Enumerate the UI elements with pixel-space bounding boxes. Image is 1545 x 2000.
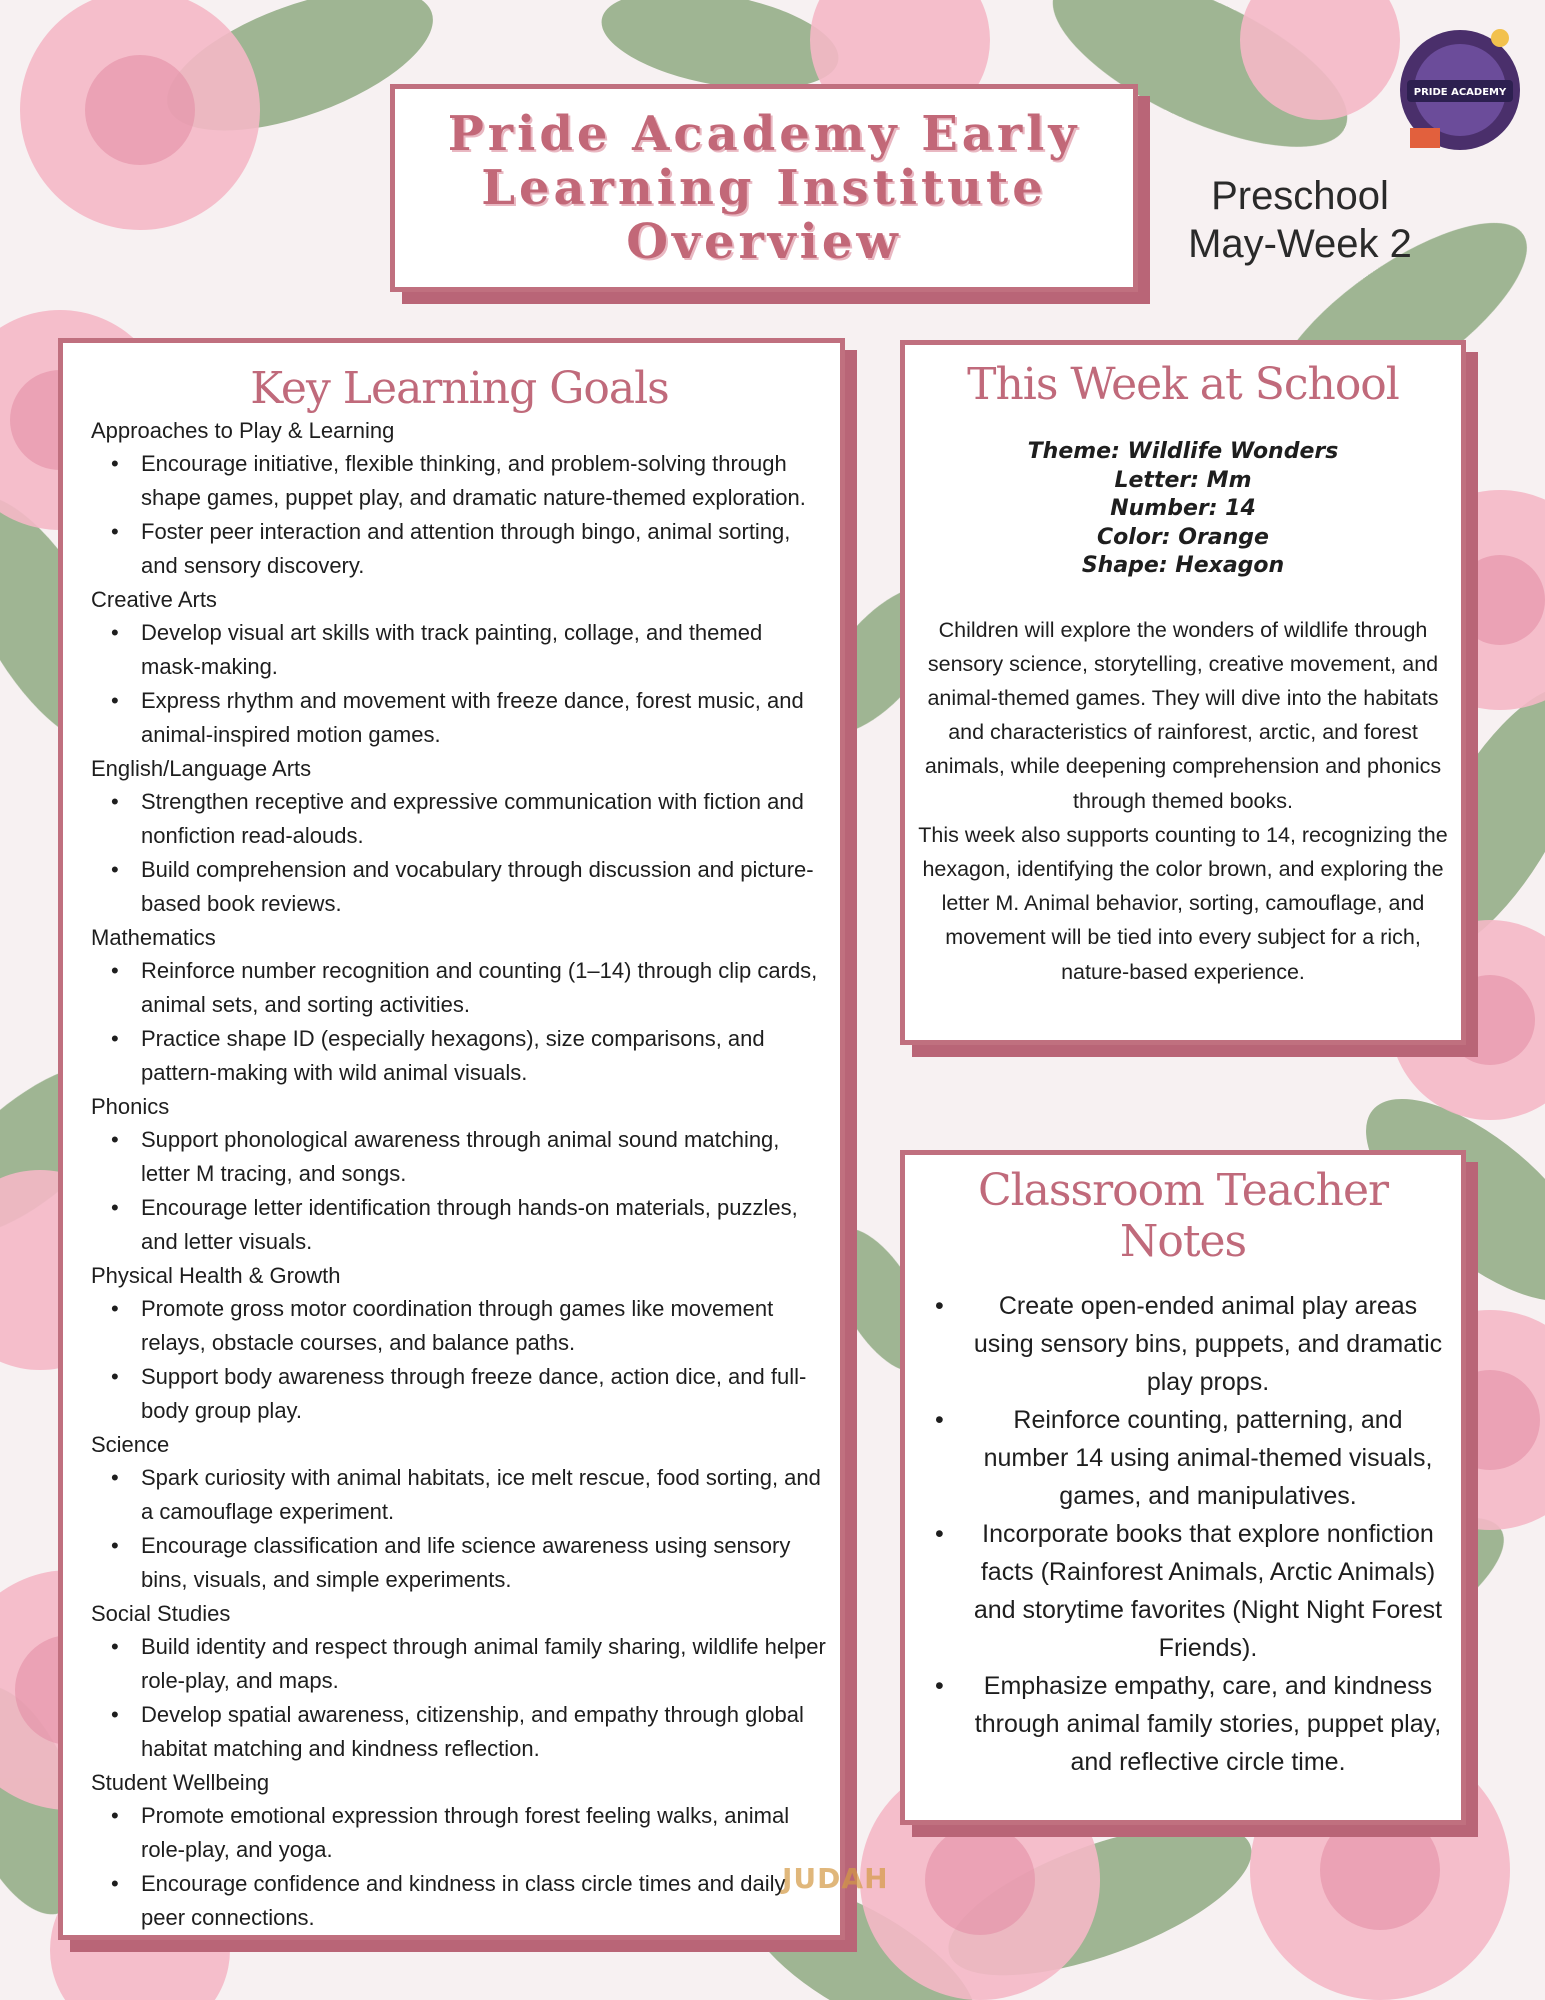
theme-fact: Theme: Wildlife Wonders [1027,439,1339,464]
weekly-facts [915,438,1451,581]
goal-item: • Build comprehension and vocabulary through discussion and picture-based book reviews. [141,853,828,921]
goal-item: • Encourage letter identification through hands-on materials, puzzles, and letter visuals. [141,1191,828,1259]
goal-item: • Strengthen receptive and expressive communication with fiction and nonfiction read-alouds. [141,785,828,853]
program-label: Preschool [1211,174,1389,218]
pride-academy-logo [1385,18,1535,158]
goal-items [91,616,828,752]
goal-items [91,1799,828,1935]
goal-item: • Develop visual art skills with track painting, collage, and themed mask-making. [141,616,828,684]
goal-item: • Support body awareness through freeze dance, action dice, and full-body group play. [141,1360,828,1428]
week-label: May-Week 2 [1188,222,1412,266]
watermark-logo: JUDAH [782,1862,889,1895]
teacher-notes-card [900,1150,1466,1825]
goal-category: Creative Arts [91,587,217,612]
number-fact: Number: 14 [1110,496,1256,521]
goal-item: • Express rhythm and movement with freeze dance, forest music, and animal-inspired motion games. [141,684,828,752]
teacher-note: • Create open-ended animal play areas using sensory bins, puppets, and dramatic play props. [923,1287,1443,1401]
goal-item: • Promote emotional expression through forest feeling walks, animal role-play, and yoga. [141,1799,828,1867]
goal-item: • Encourage classification and life science awareness using sensory bins, visuals, and simple experiments. [141,1529,828,1597]
shape-fact: Shape: Hexagon [1081,553,1285,578]
teacher-notes-list [923,1287,1443,1781]
goal-category: Mathematics [91,925,216,950]
page-title [448,107,1081,269]
teacher-note: • Emphasize empathy, care, and kindness through animal family stories, puppet play, and reflective circle time. [923,1667,1443,1781]
goal-category: Physical Health & Growth [91,1263,341,1288]
goal-item: • Spark curiosity with animal habitats, ice melt rescue, food sorting, and a camouflage experiment. [141,1461,828,1529]
teacher-note: • Reinforce counting, patterning, and number 14 using animal-themed visuals, games, and manipulatives. [923,1401,1443,1515]
ctn-heading: Classroom Teacher Notes [977,1165,1389,1267]
teacher-note: • Incorporate books that explore nonfiction facts (Rainforest Animals, Arctic Animals) and storytime favorites (Night Night Forest Friends). [923,1515,1443,1667]
goal-items [91,1123,828,1259]
program-info [1160,172,1440,268]
goal-category: Phonics [91,1094,170,1119]
goal-category: Approaches to Play & Learning [91,418,395,443]
goal-items [91,954,828,1090]
goal-item: • Foster peer interaction and attention through bingo, animal sorting, and sensory discovery. [141,515,828,583]
goal-category: English/Language Arts [91,756,312,781]
goal-items [91,447,828,583]
goal-category: Science [91,1432,170,1457]
title-card [390,84,1138,292]
goal-item: • Build identity and respect through animal family sharing, wildlife helper role-play, and maps. [141,1630,828,1698]
goal-item: • Promote gross motor coordination through games like movement relays, obstacle courses, and balance paths. [141,1292,828,1360]
goal-items [91,785,828,921]
goal-item: • Practice shape ID (especially hexagons), size comparisons, and pattern-making with wild animal visuals. [141,1022,828,1090]
goal-item: • Support phonological awareness through animal sound matching, letter M tracing, and songs. [141,1123,828,1191]
goal-item: • Develop spatial awareness, citizenship, and empathy through global habitat matching and kindness reflection. [141,1698,828,1766]
title-line-2: Learning Institute [481,160,1047,216]
week-description-2: This week also supports counting to 14, recognizing the hexagon, identifying the color brown, and exploring the letter M. Animal behavior, sorting, camouflage, and movement will be tied into every subject for a rich, nature-based experience. [918,822,1448,984]
title-line-3: Overview [626,214,902,270]
goal-category: Student Wellbeing [91,1770,270,1795]
goal-item: • Encourage confidence and kindness in class circle times and daily peer connections. [141,1867,828,1935]
week-description-1: Children will explore the wonders of wildlife through sensory science, storytelling, creative movement, and animal-themed games. They will dive into the habitats and characteristics of rainforest, arctic, and forest animals, while deepening comprehension and phonics through themed books. [924,617,1442,813]
goal-items [91,1292,828,1428]
letter-fact: Letter: Mm [1114,467,1252,493]
title-line-1: Pride Academy Early [447,106,1081,162]
key-learning-goals-card [58,338,845,1940]
svg-text:PRIDE ACADEMY: PRIDE ACADEMY [1413,87,1507,98]
goal-items [91,1461,828,1597]
goal-item: • Reinforce number recognition and counting (1–14) through clip cards, animal sets, and sorting activities. [141,954,828,1022]
klg-heading: Key Learning Goals [250,363,669,414]
color-fact: Color: Orange [1097,524,1269,550]
goals-list [91,414,828,1935]
this-week-card [900,340,1466,1045]
tws-heading: This Week at School [967,359,1399,410]
goal-items [91,1630,828,1766]
goal-item: • Encourage initiative, flexible thinking, and problem-solving through shape games, puppet play, and dramatic nature-themed exploration. [141,447,828,515]
goal-category: Social Studies [91,1601,231,1626]
